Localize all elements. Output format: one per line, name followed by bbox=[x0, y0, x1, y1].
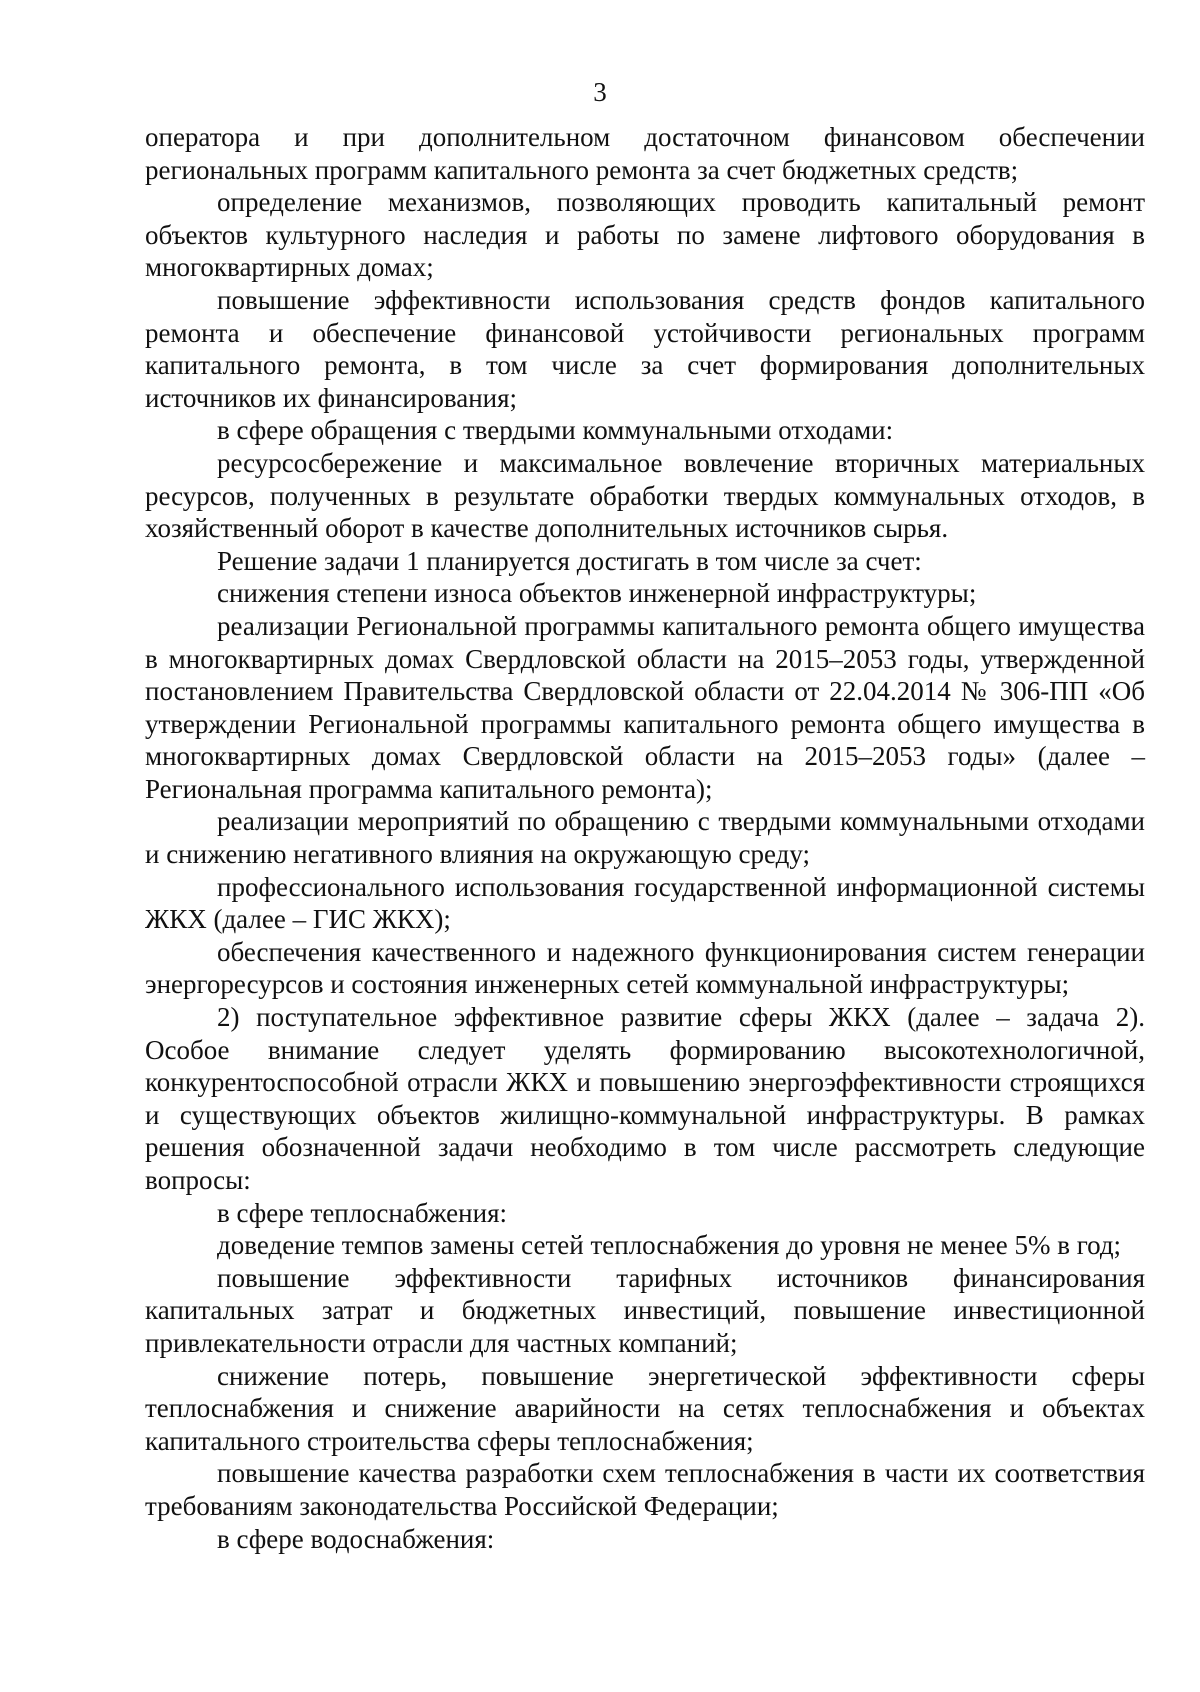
paragraph: профессионального использования государственной информационной системы ЖКХ (далее – ГИС ЖКХ); bbox=[145, 871, 1145, 935]
paragraph: повышение эффективности использования средств фондов капитального ремонта и обеспечение финансовой устойчивости региональных программ капитального ремонта, в том числе за счет формирования дополнительных источников их финансирования; bbox=[145, 284, 1145, 413]
paragraph: повышение качества разработки схем теплоснабжения в части их соответствия требованиям законодательства Российской Федерации; bbox=[145, 1458, 1145, 1521]
paragraph: в сфере водоснабжения: bbox=[217, 1523, 495, 1554]
page-number: 3 bbox=[593, 77, 607, 107]
paragraph: снижение потерь, повышение энергетической эффективности сферы теплоснабжения и снижение аварийности на сетях теплоснабжения и объектах капитального строительства сферы теплоснабжения; bbox=[145, 1360, 1145, 1456]
paragraph: реализации мероприятий по обращению с твердыми коммунальными отходами и снижению негативного влияния на окружающую среду; bbox=[145, 806, 1145, 870]
paragraph: в сфере обращения с твердыми коммунальными отходами: bbox=[217, 415, 894, 446]
paragraph: Решение задачи 1 планируется достигать в том числе за счет: bbox=[217, 545, 922, 576]
paragraph: снижения степени износа объектов инженерной инфраструктуры; bbox=[217, 578, 977, 609]
paragraph-continuation: оператора и при дополнительном достаточном финансовом обеспечении региональных программ капитального ремонта за счет бюджетных средств; bbox=[145, 122, 1145, 185]
paragraph: в сфере теплоснабжения: bbox=[217, 1197, 507, 1228]
paragraph: доведение темпов замены сетей теплоснабжения до уровня не менее 5% в год; bbox=[217, 1230, 1122, 1261]
document-body bbox=[145, 121, 1145, 1555]
paragraph: повышение эффективности тарифных источников финансирования капитальных затрат и бюджетных инвестиций, повышение инвестиционной привлекательности отрасли для частных компаний; bbox=[145, 1262, 1145, 1358]
paragraph: обеспечения качественного и надежного функционирования систем генерации энергоресурсов и состояния инженерных сетей коммунальной инфраструктуры; bbox=[145, 936, 1145, 1000]
paragraph: реализации Региональной программы капитального ремонта общего имущества в многоквартирных домах Свердловской области на 2015–2053 годы, утвержденной постановлением Правительства Свердловской области от 22.04.2014 № 306-ПП «Об утверждении Региональной программы капитального ремонта общего имущества в многоквартирных домах Свердловской области на 2015–2053 годы» (далее – Региональная программа капитального ремонта); bbox=[145, 610, 1145, 804]
paragraph: 2) поступательное эффективное развитие сферы ЖКХ (далее – задача 2). Особое внимание следует уделять формированию высокотехнологичной, конкурентоспособной отрасли ЖКХ и повышению энергоэффективности строящихся и существующих объектов жилищно-коммунальной инфраструктуры. В рамках решения обозначенной задачи необходимо в том числе рассмотреть следующие вопросы: bbox=[145, 1002, 1145, 1195]
paragraph: определение механизмов, позволяющих проводить капитальный ремонт объектов культурного наследия и работы по замене лифтового оборудования в многоквартирных домах; bbox=[145, 187, 1145, 283]
paragraph: ресурсосбережение и максимальное вовлечение вторичных материальных ресурсов, полученных в результате обработки твердых коммунальных отходов, в хозяйственный оборот в качестве дополнительных источников сырья. bbox=[145, 447, 1145, 544]
